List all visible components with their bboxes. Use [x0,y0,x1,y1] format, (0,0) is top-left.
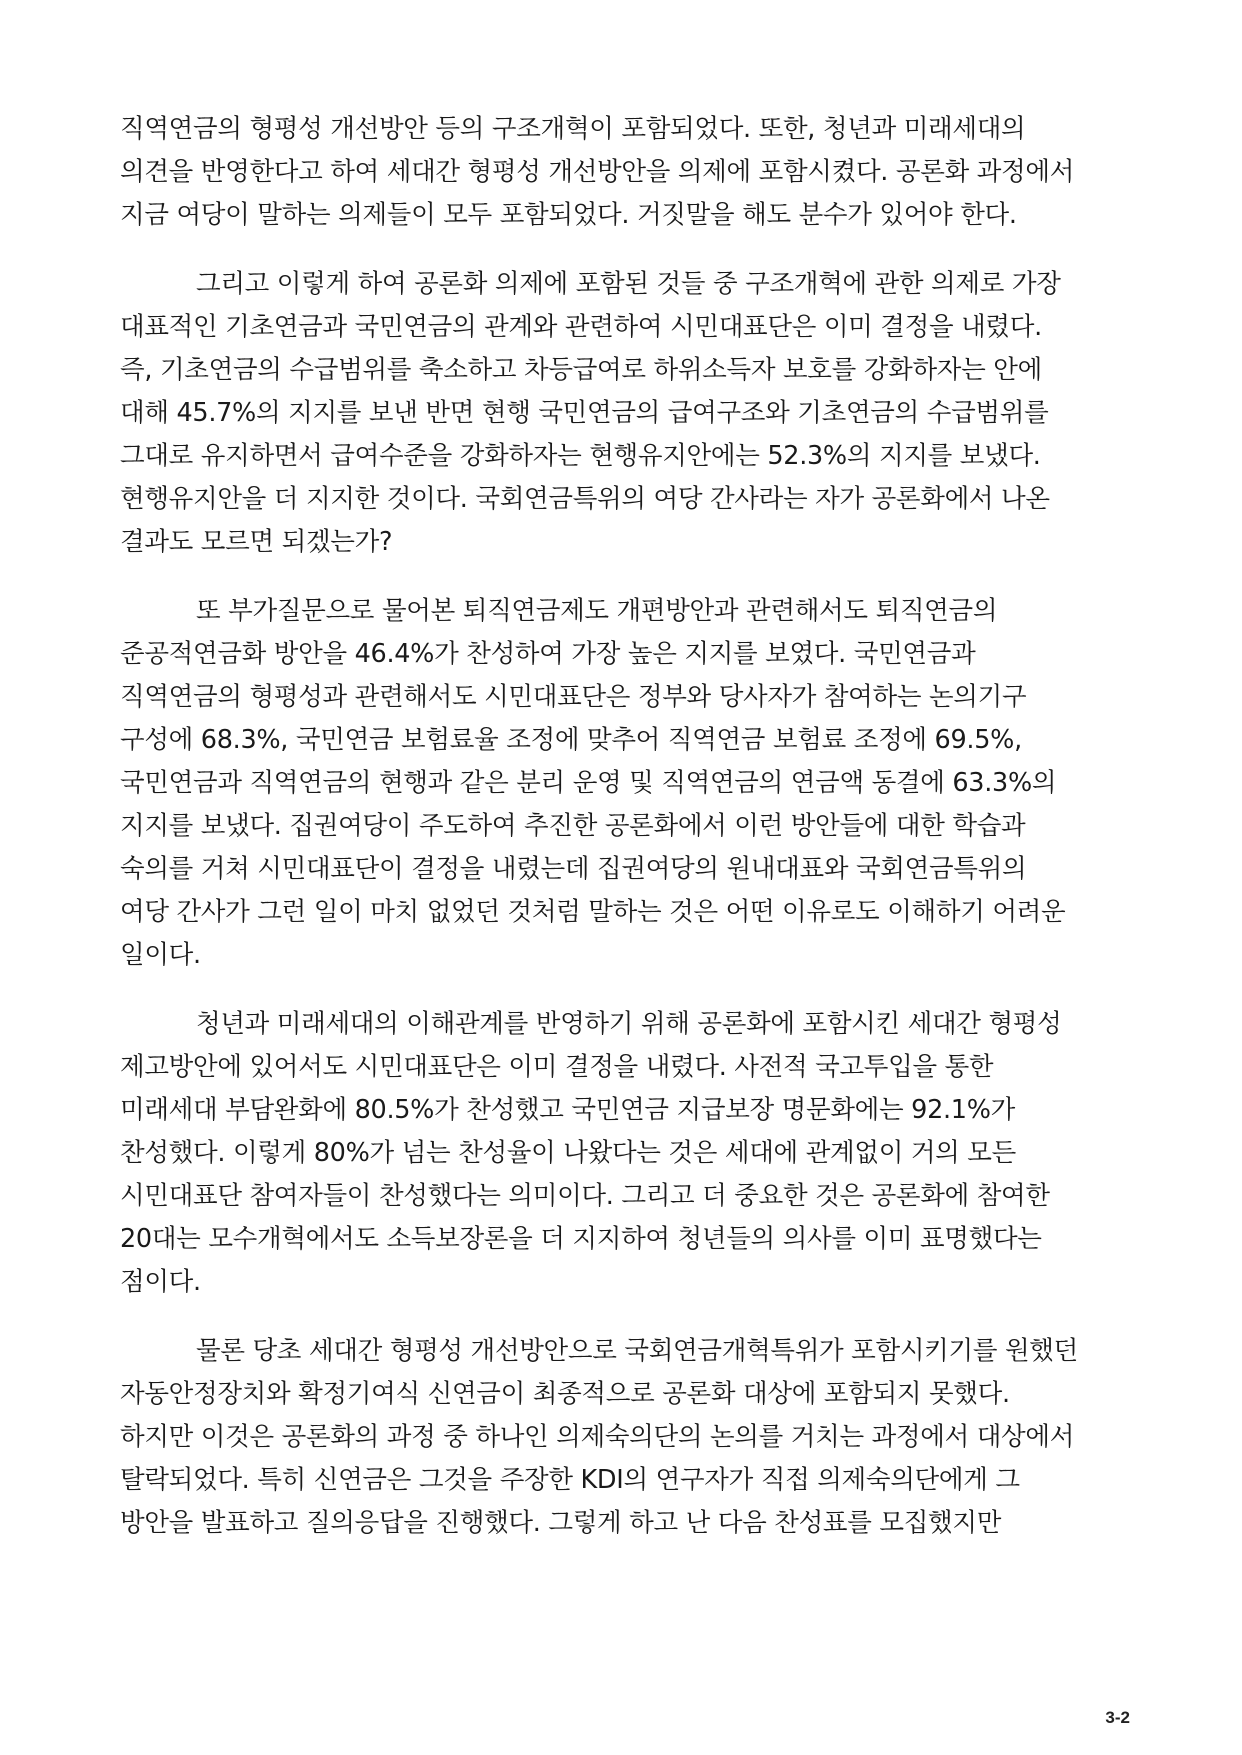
text-line: 구성에 68.3%, 국민연금 보험료율 조정에 맞추어 직역연금 보험료 조정에 69.5%, [120,725,1022,755]
text-line: 직역연금의 형평성과 관련해서도 시민대표단은 정부와 당사자가 참여하는 논의기구 [120,682,1027,712]
text-line: 시민대표단 참여자들이 찬성했다는 의미이다. 그리고 더 중요한 것은 공론화에 참여한 [120,1181,1050,1211]
text-line: 20대는 모수개혁에서도 소득보장론을 더 지지하여 청년들의 의사를 이미 표명했다는 [120,1224,1042,1254]
paragraph-4 [120,1003,1130,1304]
text-line: 물론 당초 세대간 형평성 개선방안으로 국회연금개혁특위가 포함시키기를 원했던 [196,1336,1078,1366]
paragraph-5 [120,1330,1130,1545]
text-line: 결과도 모르면 되겠는가? [120,527,393,557]
text-line: 숙의를 거쳐 시민대표단이 결정을 내렸는데 집권여당의 원내대표와 국회연금특위의 [120,854,1027,884]
text-line: 미래세대 부담완화에 80.5%가 찬성했고 국민연금 지급보장 명문화에는 92.1%가 [120,1095,1015,1125]
text-line: 지지를 보냈다. 집권여당이 주도하여 추진한 공론화에서 이런 방안들에 대한 학습과 [120,811,1026,841]
text-line: 직역연금의 형평성 개선방안 등의 구조개혁이 포함되었다. 또한, 청년과 미래세대의 [120,114,1026,144]
text-line: 의견을 반영한다고 하여 세대간 형평성 개선방안을 의제에 포함시켰다. 공론화 과정에서 [120,157,1075,187]
text-line: 대해 45.7%의 지지를 보낸 반면 현행 국민연금의 급여구조와 기초연금의 수급범위를 [120,398,1049,428]
text-line: 준공적연금화 방안을 46.4%가 찬성하여 가장 높은 지지를 보였다. 국민연금과 [120,639,976,669]
text-line: 점이다. [120,1267,201,1297]
text-line: 탈락되었다. 특히 신연금은 그것을 주장한 KDI의 연구자가 직접 의제숙의단에게 그 [120,1465,1020,1495]
text-line: 하지만 이것은 공론화의 과정 중 하나인 의제숙의단의 논의를 거치는 과정에서 대상에서 [120,1422,1075,1452]
text-line: 일이다. [120,940,201,970]
text-line: 찬성했다. 이렇게 80%가 넘는 찬성율이 나왔다는 것은 세대에 관계없이 거의 모든 [120,1138,1016,1168]
text-line: 또 부가질문으로 물어본 퇴직연금제도 개편방안과 관련해서도 퇴직연금의 [196,596,998,626]
document-body [120,108,1130,1571]
text-line: 자동안정장치와 확정기여식 신연금이 최종적으로 공론화 대상에 포함되지 못했다. [120,1379,1010,1409]
paragraph-2 [120,263,1130,564]
text-line: 대표적인 기초연금과 국민연금의 관계와 관련하여 시민대표단은 이미 결정을 내렸다. [120,312,1042,342]
text-line: 여당 간사가 그런 일이 마치 없었던 것처럼 말하는 것은 어떤 이유로도 이해하기 어려운 [120,897,1066,927]
text-line: 방안을 발표하고 질의응답을 진행했다. 그렇게 하고 난 다음 찬성표를 모집했지만 [120,1508,1002,1538]
text-line: 그대로 유지하면서 급여수준을 강화하자는 현행유지안에는 52.3%의 지지를 보냈다. [120,441,1041,471]
page-number: 3-2 [1105,1708,1130,1727]
text-line: 그리고 이렇게 하여 공론화 의제에 포함된 것들 중 구조개혁에 관한 의제로 가장 [196,269,1061,299]
text-line: 현행유지안을 더 지지한 것이다. 국회연금특위의 여당 간사라는 자가 공론화에서 나온 [120,484,1050,514]
text-line: 청년과 미래세대의 이해관계를 반영하기 위해 공론화에 포함시킨 세대간 형평성 [196,1009,1062,1039]
text-line: 지금 여당이 말하는 의제들이 모두 포함되었다. 거짓말을 해도 분수가 있어야 한다. [120,200,1017,230]
text-line: 국민연금과 직역연금의 현행과 같은 분리 운영 및 직역연금의 연금액 동결에 63.3%의 [120,768,1057,798]
paragraph-3 [120,590,1130,977]
text-line: 제고방안에 있어서도 시민대표단은 이미 결정을 내렸다. 사전적 국고투입을 통한 [120,1052,994,1082]
text-line: 즉, 기초연금의 수급범위를 축소하고 차등급여로 하위소득자 보호를 강화하자는 안에 [120,355,1042,385]
paragraph-1 [120,108,1130,237]
